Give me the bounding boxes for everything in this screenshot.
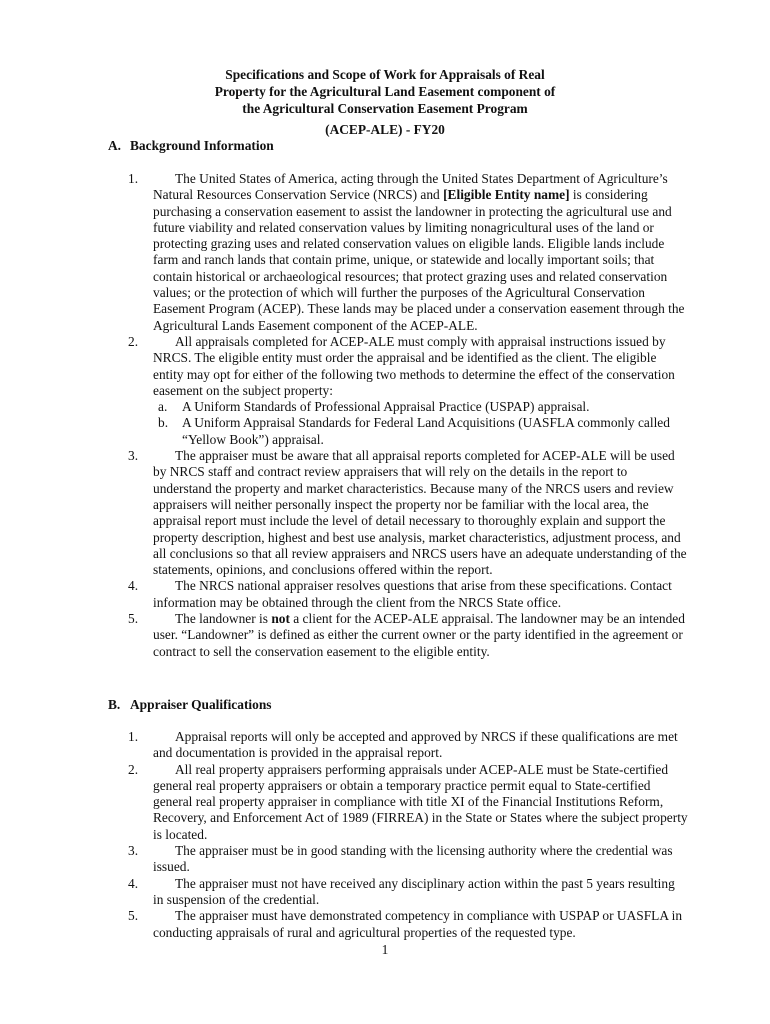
item-text: Appraisal reports will only be accepted and approved by NRCS if these qualifications are met and documentation is provided in the appraisal report. bbox=[153, 729, 678, 761]
list-item bbox=[128, 578, 688, 611]
eligible-entity-placeholder: [Eligible Entity name] bbox=[443, 187, 570, 203]
item-number: 2. bbox=[128, 761, 139, 777]
section-b-title: Appraiser Qualifications bbox=[130, 697, 272, 712]
title-line-3: the Agricultural Conservation Easement Program bbox=[242, 101, 528, 116]
list-item bbox=[128, 908, 688, 941]
sub-item-a: a. A Uniform Standards of Professional Appraisal Practice (USPAP) appraisal. bbox=[158, 399, 590, 415]
section-b-heading bbox=[108, 697, 271, 713]
section-b-list bbox=[128, 729, 688, 941]
list-item bbox=[128, 843, 688, 876]
list-item bbox=[128, 876, 688, 909]
title-line-1: Specifications and Scope of Work for Appraisals of Real bbox=[225, 67, 545, 82]
document-title bbox=[0, 66, 770, 138]
list-item bbox=[128, 611, 688, 660]
list-item bbox=[128, 334, 688, 448]
document-subtitle: (ACEP-ALE) - FY20 bbox=[325, 122, 445, 137]
item-number: 1. bbox=[128, 171, 139, 186]
section-b-letter: B. bbox=[108, 697, 121, 712]
item-text: All real property appraisers performing appraisals under ACEP-ALE must be State-certified general real property appraisers or obtain a temporary practice permit equal to State-certified general real property appraiser in compliance with title XI of the Financial Institutions Reform, Recovery, and Enforcement Act of 1989 (FIRREA) in the State or States where the subject property is located. bbox=[153, 761, 688, 842]
emphasis-not: not bbox=[271, 611, 290, 627]
item-text: The appraiser must be in good standing with the licensing authority where the credential was issued. bbox=[153, 843, 673, 875]
section-a-list bbox=[128, 171, 688, 660]
list-item bbox=[128, 448, 688, 578]
title-line-2: Property for the Agricultural Land Easement component of bbox=[214, 84, 556, 99]
item-number: 4. bbox=[128, 578, 139, 594]
item-number: 1. bbox=[128, 729, 139, 744]
item-number: 3. bbox=[128, 448, 139, 464]
item-number: 5. bbox=[128, 611, 139, 627]
list-item bbox=[128, 762, 688, 843]
item-text: The appraiser must be aware that all appraisal reports completed for ACEP-ALE will be used by NRCS staff and contract review appraisers that will rely on the details in the report to understand the property and market characteristics. Because many of the NRCS users and review appraisers will neither personally inspect the property nor be familiar with the local area, the appraisal report must include the level of detail necessary to thoroughly explain and support the property description, highest and best use analysis, market characteristics, adjustment process, and all conclusions so that all review appraisers and NRCS users have an adequate understanding of the statements, opinions, and conclusions offered within the report. bbox=[153, 448, 687, 578]
sub-item-b: b. A Uniform Appraisal Standards for Federal Land Acquisitions (UASFLA commonly called “Yellow Book”) appraisal. bbox=[158, 415, 670, 447]
item-text: The appraiser must have demonstrated competency in compliance with USPAP or UASFLA in conducting appraisals of rural and agricultural properties of the requested type. bbox=[153, 908, 683, 940]
item-text: All appraisals completed for ACEP-ALE must comply with appraisal instructions issued by NRCS. The eligible entity must order the appraisal and be identified as the client. The eligible entity may opt for either of the following two methods to determine the effect of the conservation easement on the subject property: bbox=[153, 333, 675, 398]
section-a-heading bbox=[108, 138, 274, 154]
list-item bbox=[128, 171, 688, 334]
item-number: 3. bbox=[128, 843, 139, 859]
section-a-letter: A. bbox=[108, 138, 122, 153]
item-text: The NRCS national appraiser resolves questions that arise from these specifications. Contact information may be obtained through the client from the NRCS State office. bbox=[153, 578, 672, 610]
section-a-title: Background Information bbox=[130, 138, 274, 153]
item-text: The United States of America, acting through the United States Department of Agriculture’s Natural Resources Conservation Service (NRCS) and [Eligible Entity name] is considering purchasing a conservation easement to assist the landowner in protecting the agricultural use and future viability and related conservation values by limiting nonagricultural uses of the land or protecting grazing uses and related conservation values on eligible lands. Eligible lands include farm and ranch lands that contain prime, unique, or statewide and locally important soils; that contain historical or archaeological resources; that protect grazing uses and related conservation values; or the protection of which will further the purposes of the Agricultural Conservation Easement Program (ACEP). These lands may be placed under a conservation easement through the Agricultural Lands Easement component of the ACEP-ALE. bbox=[153, 171, 685, 333]
item-text: The appraiser must not have received any disciplinary action within the past 5 years resulting in suspension of the credential. bbox=[153, 875, 675, 907]
list-item bbox=[128, 729, 688, 762]
item-number: 2. bbox=[128, 333, 139, 349]
item-number: 4. bbox=[128, 875, 139, 891]
item-number: 5. bbox=[128, 908, 139, 924]
item-text: The landowner is not a client for the ACEP-ALE appraisal. The landowner may be an intended user. “Landowner” is defined as either the current owner or the party identified in the agreement or contract to sell the conservation easement to the eligible entity. bbox=[153, 611, 685, 659]
page-number: 1 bbox=[381, 942, 389, 957]
